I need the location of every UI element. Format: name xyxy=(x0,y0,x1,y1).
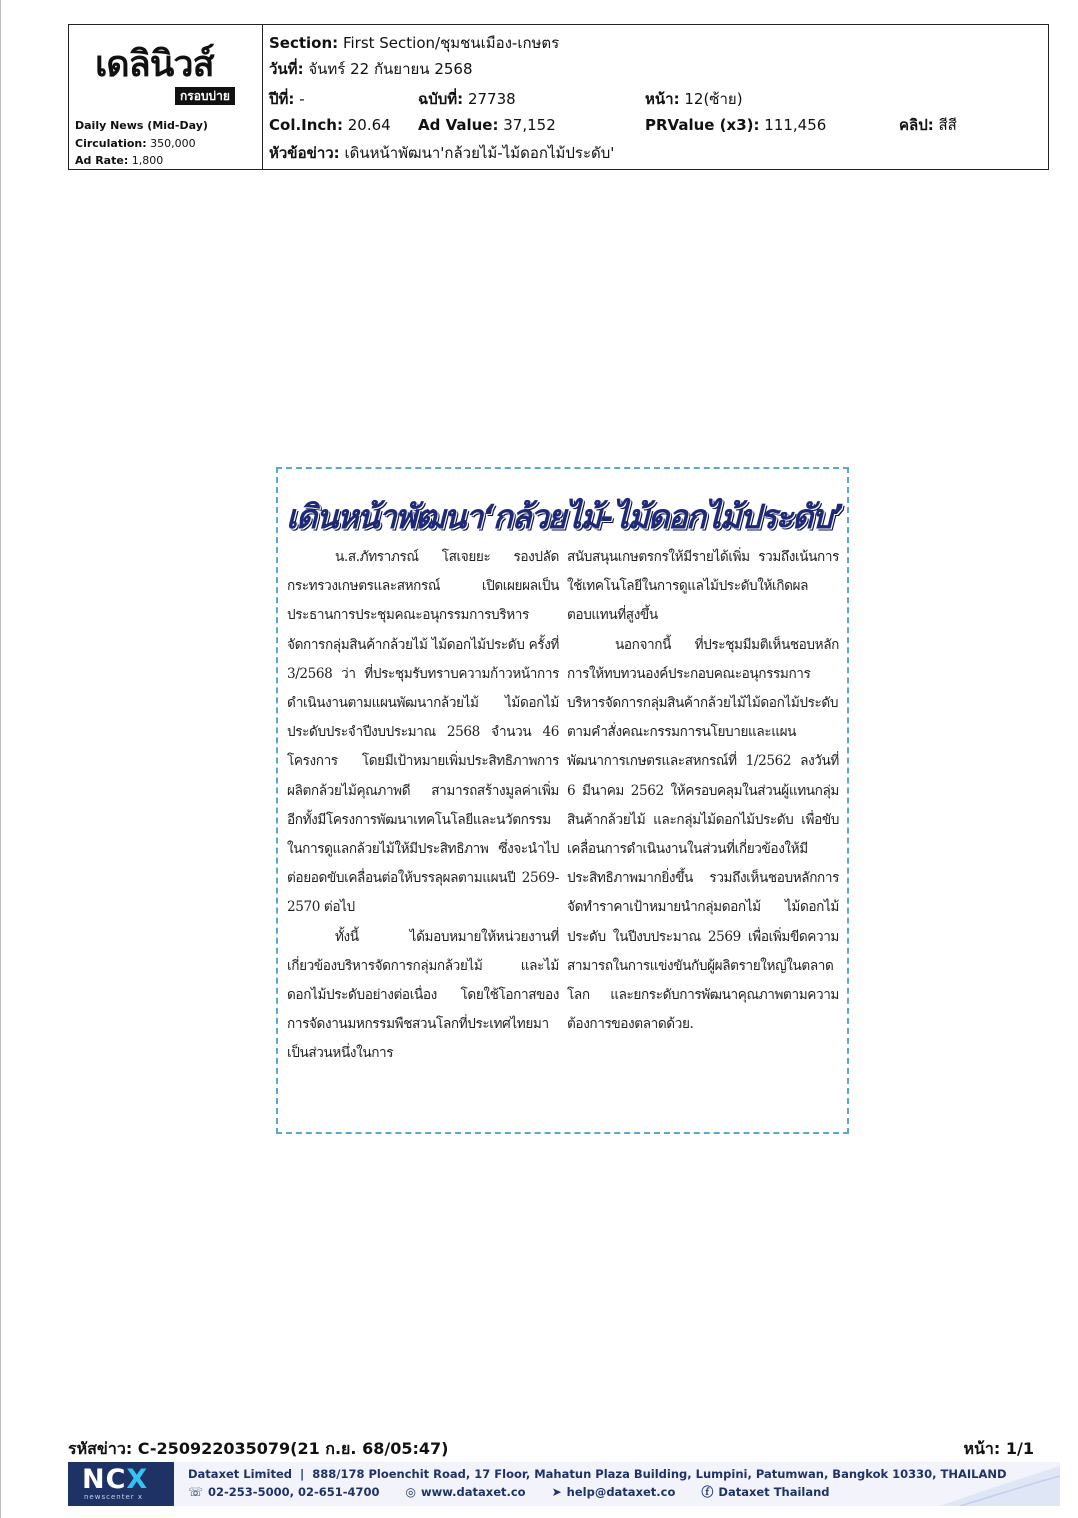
phone-contact: ☏ 02-253-5000, 02-651-4700 xyxy=(188,1485,380,1499)
edition-badge: กรอบบ่าย xyxy=(175,87,235,105)
headline-field: หัวข้อข่าว: เดินหน้าพัฒนา'กล้วยไม้-ไม้ดอกไม้ประดับ' xyxy=(269,144,615,162)
facebook-icon: ⓕ xyxy=(701,1485,714,1499)
article-clipping xyxy=(276,467,849,1134)
date-field: วันที่: จันทร์ 22 กันยายน 2568 xyxy=(269,60,473,78)
contact-row xyxy=(188,1484,852,1500)
page-field: หน้า: 12(ซ้าย) xyxy=(645,90,743,108)
ad-rate: Ad Rate: 1,800 xyxy=(75,154,164,167)
ncx-logo: NCX xyxy=(82,1464,149,1495)
article-paragraph: สนับสนุนเกษตรกรให้มีรายได้เพิ่ม รวมถึงเน้นการใช้เทคโนโลยีในการดูแลไม้ประดับให้เกิดผลตอบแทนที่สูงขึ้น xyxy=(567,549,839,624)
issue-field: ฉบับที่: 27738 xyxy=(418,90,516,108)
email-link[interactable]: ➤ help@dataxet.co xyxy=(551,1485,676,1499)
year-field: ปีที่: - xyxy=(269,90,305,108)
page-number: หน้า: 1/1 xyxy=(963,1439,1034,1458)
article-paragraph: ทั้งนี้ ได้มอบหมายให้หน่วยงานที่เกี่ยวข้องบริหารจัดการกลุ่มกล้วยไม้ และไม้ดอกไม้ประดับอย่างต่อเนื่อง โดยใช้โอกาสของการจัดงานมหกรรมพืชสวนโลกที่ประเทศไทยมาเป็นส่วนหนึ่งในการ xyxy=(287,928,559,1062)
advalue-field: Ad Value: 37,152 xyxy=(418,116,556,134)
page-left-edge xyxy=(0,0,1,1518)
globe-icon: ◎ xyxy=(405,1485,417,1499)
decorative-wave xyxy=(940,1462,1060,1506)
article-column-1 xyxy=(287,543,559,1069)
phone-icon: ☏ xyxy=(188,1485,204,1499)
website-link[interactable]: ◎ www.dataxet.co xyxy=(405,1485,526,1499)
article-paragraph: น.ส.ภัทราภรณ์ โสเจยยะ รองปลัดกระทรวงเกษตรและสหกรณ์ เปิดเผยผลเป็นประธานการประชุมคณะอนุกรรมการบริหารจัดการกลุ่มสินค้ากล้วยไม้ ไม้ดอกไม้ประดับ ครั้งที่ 3/2568 ว่า ที่ประชุมรับทราบความก้าวหน้าการดำเนินงานตามแผนพัฒนากล้วยไม้ ไม้ดอกไม้ประดับประจำปีงบประมาณ 2568 จำนวน 46 โครงการ โดยมีเป้าหมายเพิ่มประสิทธิภาพการผลิตกล้วยไม้คุณภาพดี สามารถสร้างมูลค่าเพิ่ม อีกทั้งมีโครงการพัฒนาเทคโนโลยีและนวัตกรรมในการดูแลกล้วยไม้ให้มีประสิทธิภาพ ซึ่งจะนำไปต่อยอดขับเคลื่อนต่อให้บรรลุผลตามแผนปี 2569-2570 ต่อไป xyxy=(287,549,559,916)
company-address: Dataxet Limited | 888/178 Ploenchit Road, 17 Floor, Mahatun Plaza Building, Lumpini, Patumwan, Bangkok 10330, THAILAND xyxy=(188,1467,1007,1481)
ncx-logo-block xyxy=(68,1462,174,1506)
circulation: Circulation: 350,000 xyxy=(75,137,196,150)
publication-logo-panel xyxy=(69,25,263,169)
article-column-2 xyxy=(567,543,839,1039)
publication-name: Daily News (Mid-Day) xyxy=(75,119,208,132)
footer-bar xyxy=(68,1462,1060,1506)
facebook-link[interactable]: ⓕ Dataxet Thailand xyxy=(701,1485,830,1499)
clipping-header xyxy=(68,24,1049,170)
article-title: เดินหน้าพัฒนา‘กล้วยไม้-ไม้ดอกไม้ประดับ’ xyxy=(286,497,843,536)
send-icon: ➤ xyxy=(551,1485,562,1499)
ncx-tagline: newscenter x xyxy=(84,1493,144,1501)
article-paragraph: นอกจากนี้ ที่ประชุมมีมติเห็นชอบหลักการให้ทบทวนองค์ประกอบคณะอนุกรรมการบริหารจัดการกลุ่มสินค้ากล้วยไม้ไม้ดอกไม้ประดับ ตามคำสั่งคณะกรรมการนโยบายและแผนพัฒนาการเกษตรและสหกรณ์ที่ 1/2562 ลงวันที่ 6 มีนาคม 2562 ให้ครอบคลุมในส่วนผู้แทนกลุ่มสินค้ากล้วยไม้ และกลุ่มไม้ดอกไม้ประดับ เพื่อขับเคลื่อนการดำเนินงานในส่วนที่เกี่ยวข้องให้มีประสิทธิภาพมากยิ่งขึ้น รวมถึงเห็นชอบหลักการจัดทำราคาเป้าหมายนำกลุ่มดอกไม้ ไม้ดอกไม้ประดับ ในปีงบประมาณ 2569 เพื่อเพิ่มขีดความสามารถในการแข่งขันกับผู้ผลิตรายใหญ่ในตลาดโลก และยกระดับการพัฒนาคุณภาพตามความต้องการของตลาดด้วย. xyxy=(567,636,839,1033)
clip-field: คลิป: สีสี xyxy=(899,116,957,134)
dailynews-logo: เดลินิวส์ xyxy=(95,44,214,85)
prvalue-field: PRValue (x3): 111,456 xyxy=(645,116,827,134)
news-reference: รหัสข่าว: C-250922035079(21 ก.ย. 68/05:47) xyxy=(68,1439,449,1458)
section-field: Section: First Section/ชุมชนเมือง-เกษตร xyxy=(269,34,560,52)
colinch-field: Col.Inch: 20.64 xyxy=(269,116,391,134)
